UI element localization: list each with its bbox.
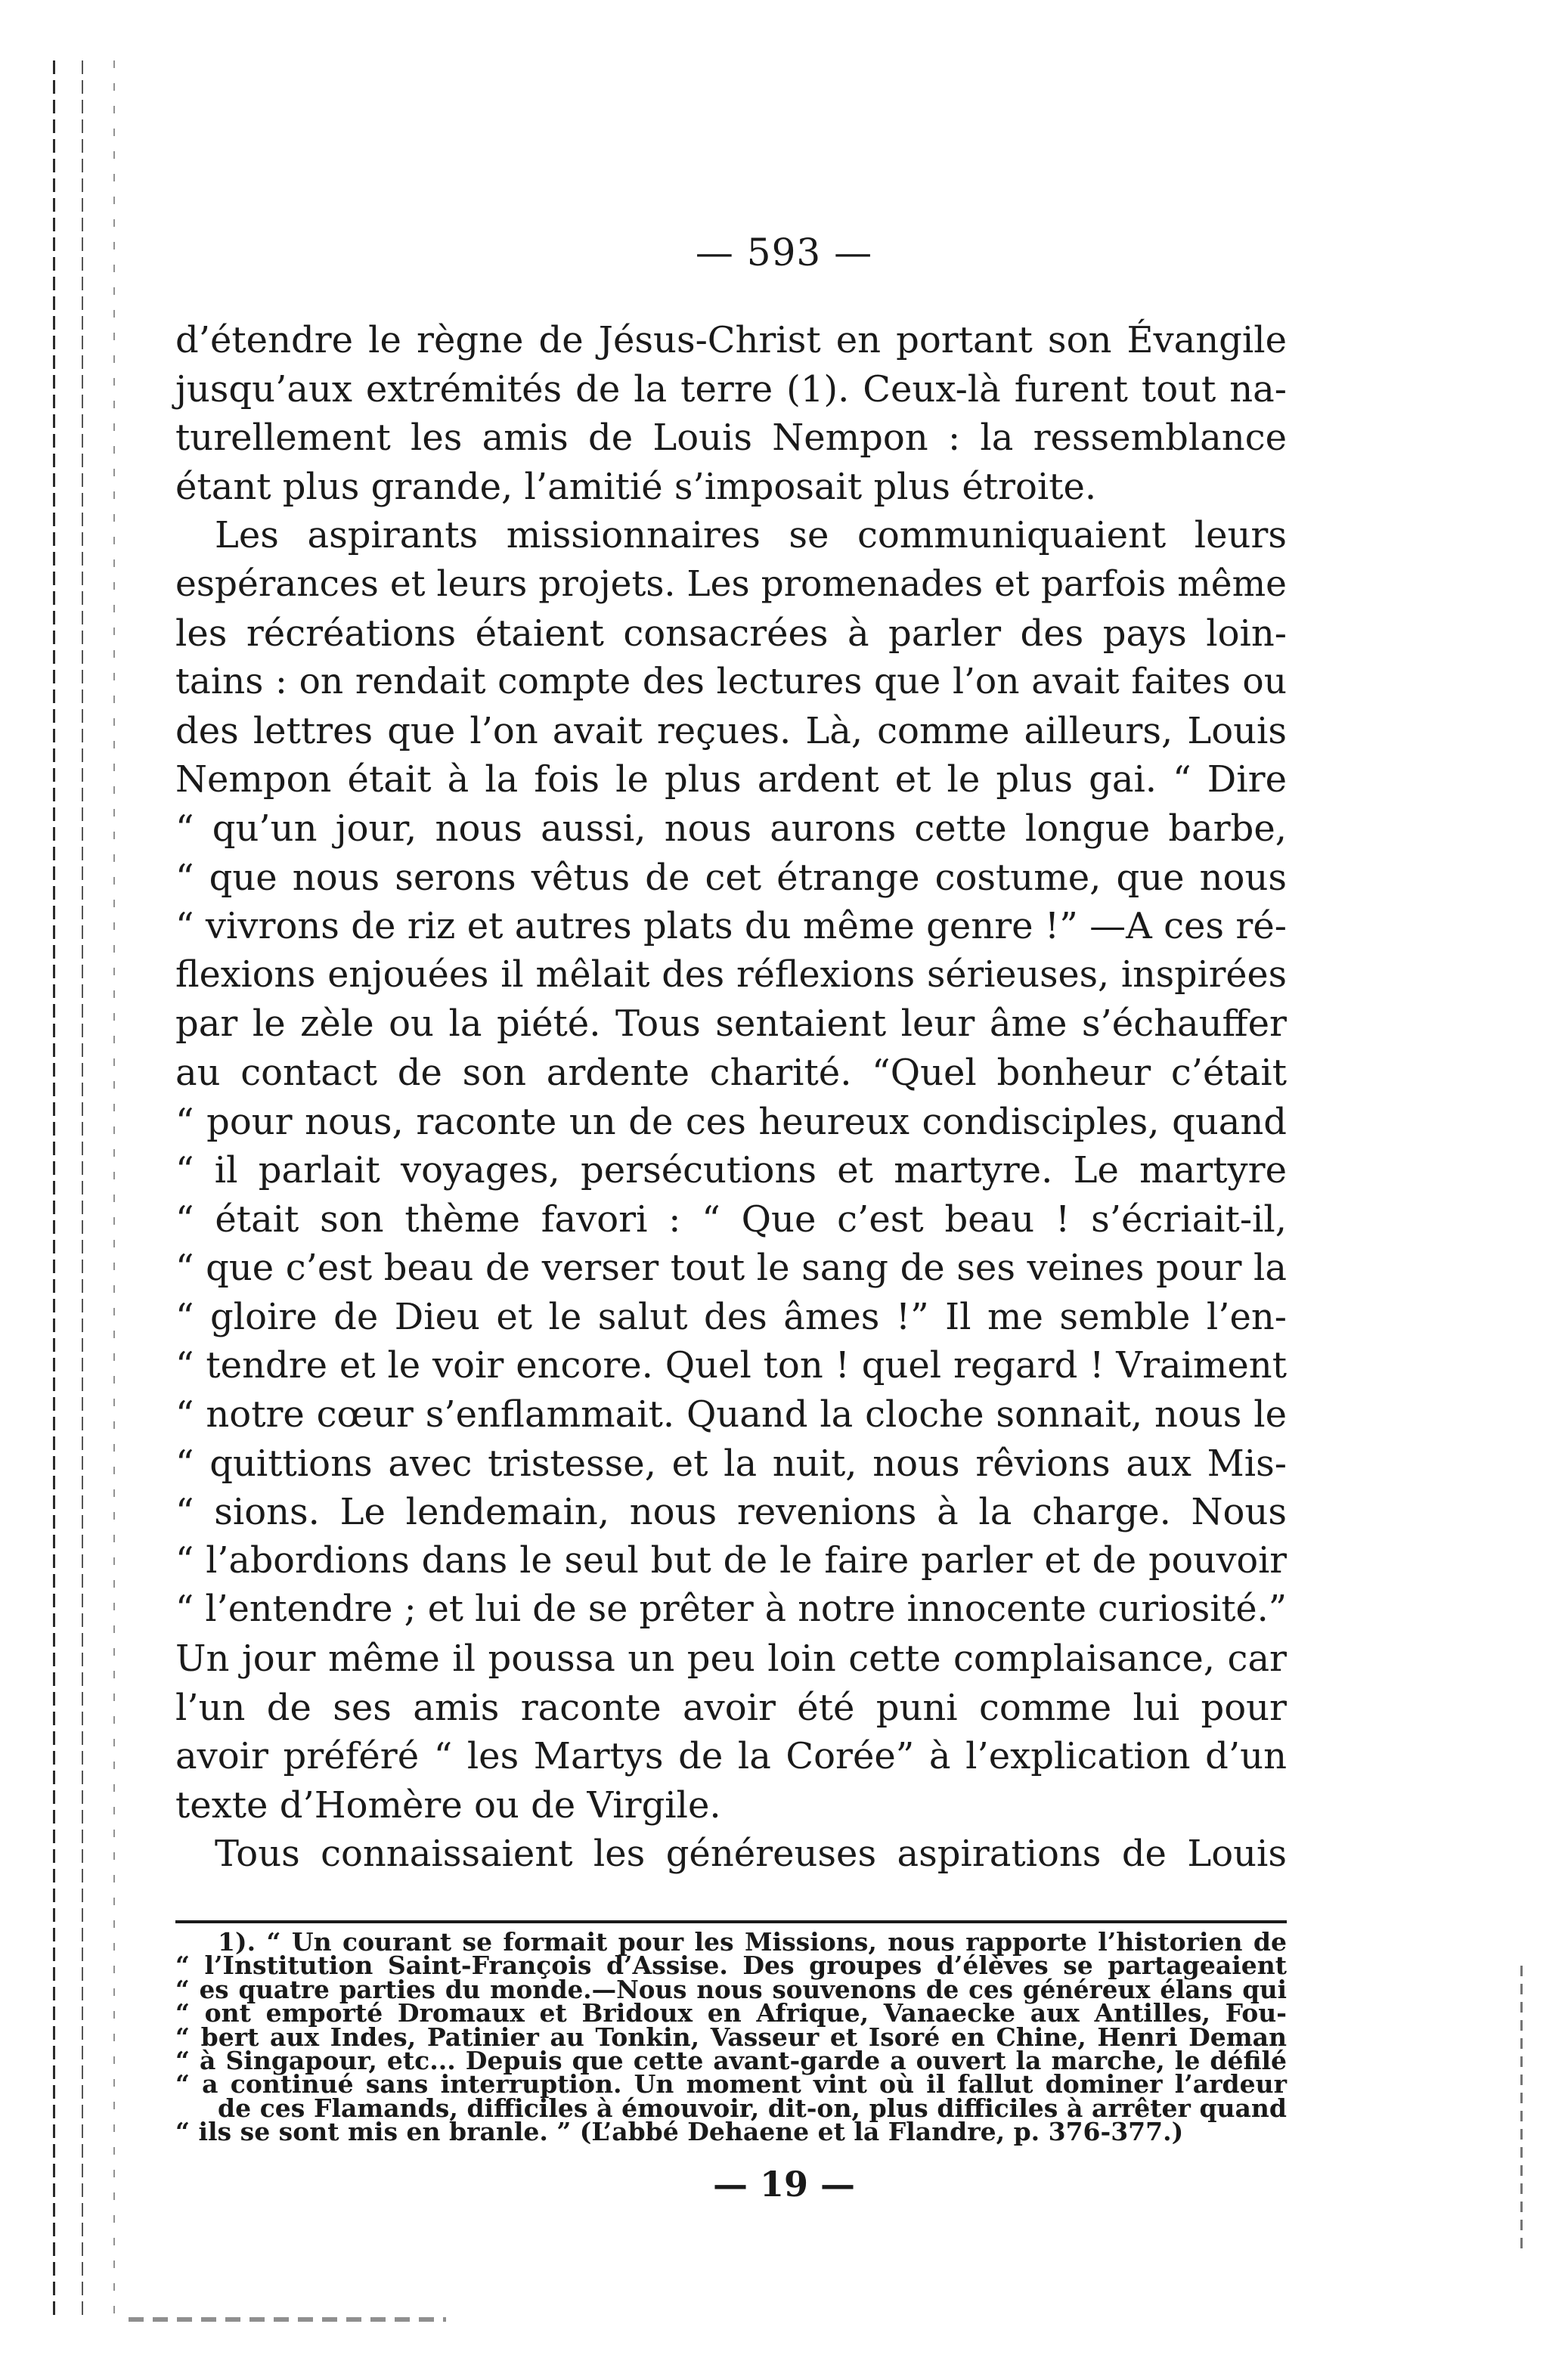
- footnote-line: de ces Flamands, difficiles à émouvoir, dit-on, plus difficiles à arrêter quand: [218, 2093, 1287, 2123]
- footnote-line: 1). “ Un courant se formait pour les Missions, nous rapporte l’historien de: [218, 1927, 1287, 1957]
- footnote-line: “ l’Institution Saint-François d’Assise. Des groupes d’élèves se partageaient: [175, 1951, 1287, 1981]
- text-line: étant plus grande, l’amitié s’imposait plus étroite.: [175, 465, 1097, 508]
- footnote-line: “ à Singapour, etc... Depuis que cette avant-garde a ouvert la marche, le défilé: [175, 2045, 1287, 2075]
- text-line: “ quittions avec tristesse, et la nuit, nous rêvions aux Mis-: [175, 1442, 1287, 1485]
- signature-mark: — 19 —: [712, 2164, 856, 2205]
- text-line: au contact de son ardente charité. “Quel bonheur c’était: [175, 1051, 1287, 1094]
- text-line: “ que c’est beau de verser tout le sang de ses veines pour la: [175, 1247, 1287, 1290]
- text-line: “ l’entendre ; et lui de se prêter à notre innocente curiosité.”: [175, 1588, 1287, 1631]
- text-line: Nempon était à la fois le plus ardent et le plus gai. “ Dire: [175, 758, 1287, 801]
- page-edge-artifact: [1520, 1966, 1523, 2253]
- text-line: flexions enjouées il mêlait des réflexions sérieuses, inspirées: [175, 953, 1287, 996]
- text-line: des lettres que l’on avait reçues. Là, comme ailleurs, Louis: [175, 709, 1287, 752]
- text-line: les récréations étaient consacrées à parler des pays loin-: [175, 612, 1287, 655]
- text-line: “ était son thème favori : “ Que c’est beau ! s’écriait-il,: [175, 1198, 1287, 1241]
- binding-edge: [53, 60, 136, 2321]
- footnote-rule: [175, 1920, 1287, 1923]
- text-line: “ il parlait voyages, persécutions et martyre. Le martyre: [175, 1149, 1287, 1192]
- text-line: “ tendre et le voir encore. Quel ton ! quel regard ! Vraiment: [175, 1344, 1287, 1387]
- text-line: turellement les amis de Louis Nempon : la ressemblance: [175, 417, 1287, 460]
- scan-smudge: [129, 2317, 446, 2322]
- footnote-line: “ es quatre parties du monde.—Nous nous souvenons de ces généreux élans qui: [175, 1974, 1287, 2004]
- page-number-header: — 593 —: [695, 231, 873, 274]
- text-line: “ l’abordions dans le seul but de le faire parler et de pouvoir: [175, 1539, 1287, 1582]
- text-line: “ gloire de Dieu et le salut des âmes !” Il me semble l’en-: [175, 1295, 1287, 1338]
- text-line: Un jour même il poussa un peu loin cette complaisance, car: [175, 1638, 1287, 1681]
- footnote-line: “ ont emporté Dromaux et Bridoux en Afrique, Vanaecke aux Antilles, Fou-: [175, 1998, 1287, 2028]
- main-text: [175, 316, 1287, 1879]
- text-line: par le zèle ou la piété. Tous sentaient leur âme s’échauffer: [175, 1002, 1287, 1046]
- text-line: “ vivrons de riz et autres plats du même genre !” —A ces ré-: [175, 905, 1287, 948]
- text-line: espérances et leurs projets. Les promenades et parfois même: [175, 562, 1287, 605]
- text-line: “ notre cœur s’enflammait. Quand la cloche sonnait, nous le: [175, 1393, 1287, 1436]
- text-line: l’un de ses amis raconte avoir été puni comme lui pour: [175, 1686, 1287, 1729]
- text-line: “ sions. Le lendemain, nous revenions à la charge. Nous: [175, 1491, 1287, 1534]
- footnote-line: “ bert aux Indes, Patinier au Tonkin, Vasseur et Isoré en Chine, Henri Deman: [175, 2022, 1287, 2052]
- text-line: d’étendre le règne de Jésus-Christ en portant son Évangile: [175, 319, 1287, 361]
- footnote-block: [175, 1927, 1287, 2147]
- text-line: avoir préféré “ les Martys de la Corée” à l’explication d’un: [175, 1735, 1287, 1778]
- text-line: “ que nous serons vêtus de cet étrange costume, que nous: [175, 856, 1287, 899]
- text-line: tains : on rendait compte des lectures que l’on avait faites ou: [175, 661, 1287, 703]
- text-line: Tous connaissaient les généreuses aspirations de Louis: [215, 1833, 1287, 1876]
- binding-line: [82, 60, 83, 2321]
- text-line: jusqu’aux extrémités de la terre (1). Ceux-là furent tout na-: [175, 367, 1287, 411]
- text-line: Les aspirants missionnaires se communiquaient leurs: [215, 514, 1287, 557]
- footnote-line: “ a continué sans interruption. Un moment vint où il fallut dominer l’ardeur: [175, 2069, 1287, 2099]
- text-line: “ qu’un jour, nous aussi, nous aurons cette longue barbe,: [175, 807, 1287, 850]
- binding-line: [113, 60, 115, 2321]
- text-line: “ pour nous, raconte un de ces heureux condisciples, quand: [175, 1100, 1287, 1143]
- binding-line: [53, 60, 55, 2321]
- text-line: texte d’Homère ou de Virgile.: [175, 1783, 721, 1827]
- footnote-line: “ ils se sont mis en branle. ” (L’abbé Dehaene et la Flandre, p. 376-377.): [175, 2117, 1184, 2147]
